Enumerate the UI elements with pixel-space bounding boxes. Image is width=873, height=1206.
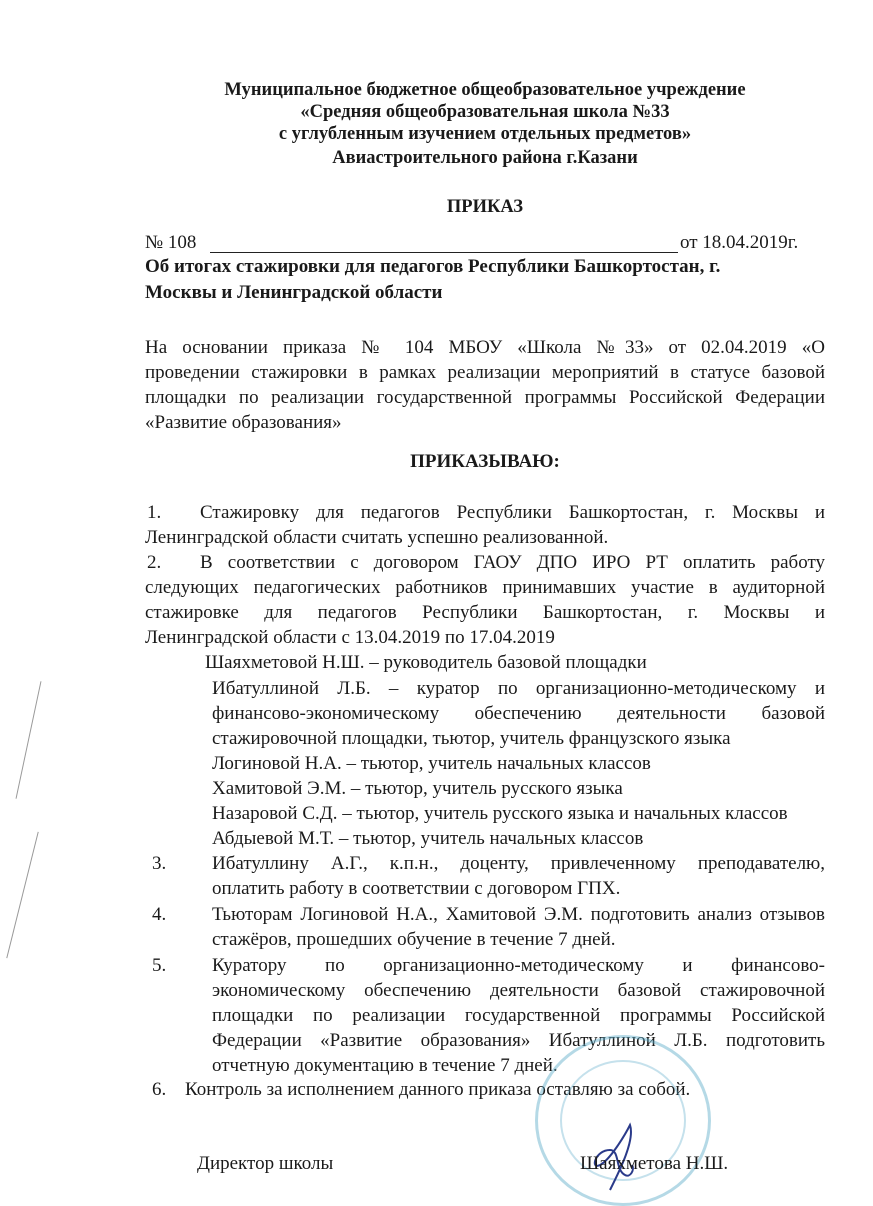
title-line-2: Москвы и Ленинградской области [145,282,443,303]
item-line: Ленинградской области считать успешно реализованной. [145,527,609,548]
item-number: 3. [152,853,167,874]
item-line: Тьюторам Логиновой Н.А., Хамитовой Э.М. подготовить анализ отзывов [212,904,825,925]
item-line: Контроль за исполнением данного приказа оставляю за собой. [185,1079,691,1100]
item-line: В соответствии с договором ГАОУ ДПО ИРО РТ оплатить работу [200,552,825,573]
item-number: 2. [147,552,162,573]
staff-item: Хамитовой Э.М. – тьютор, учитель русского языка [212,778,623,799]
staff-item: Шаяхметовой Н.Ш. – руководитель базовой площадки [205,652,647,673]
order-number: № 108 [145,232,197,253]
item-line: оплатить работу в соответствии с договором ГПХ. [212,878,621,899]
item-line: следующих педагогических работников принимавших участие в аудиторной [145,577,825,598]
order-heading: ПРИКАЗЫВАЮ: [410,451,560,472]
order-date: от 18.04.2019г. [680,232,799,253]
number-underline [210,252,678,253]
item-number: 1. [147,502,162,523]
org-line-4: Авиастроительного района г.Казани [332,148,638,168]
basis-line: На основании приказа № 104 МБОУ «Школа №33» от 02.04.2019 «О [145,337,825,358]
basis-line: «Развитие образования» [145,412,342,433]
staff-item: Абдыевой М.Т. – тьютор, учитель начальных классов [212,828,644,849]
item-number: 4. [152,904,167,925]
basis-line: площадки по реализации государственной программы Российской Федерации [145,387,825,408]
org-line-2: «Средняя общеобразовательная школа №33 [300,102,670,122]
staff-item: финансово-экономическому обеспечению деятельности базовой [212,703,825,724]
item-line: отчетную документацию в течение 7 дней. [212,1055,558,1076]
item-line: Ибатуллину А.Г., к.п.н., доценту, привлеченному преподавателю, [212,853,825,874]
signature-name: Шаяхметова Н.Ш. [580,1153,729,1174]
item-line: Ленинградской области с 13.04.2019 по 17.04.2019 [145,627,555,648]
signature-position: Директор школы [197,1153,334,1174]
scan-artifact [6,832,38,958]
item-line: Стажировку для педагогов Республики Башкортостан, г. Москвы и [200,502,825,523]
staff-item: Назаровой С.Д. – тьютор, учитель русского языка и начальных классов [212,803,788,824]
item-line: стажировке для педагогов Республики Башкортостан, г. Москвы и [145,602,825,623]
item-line: экономическому обеспечению деятельности базовой стажировочной [212,980,825,1001]
item-line: Федерации «Развитие образования» Ибатуллиной Л.Б. подготовить [212,1030,825,1051]
item-line: площадки по реализации государственной программы Российской [212,1005,825,1026]
scan-artifact [16,681,42,799]
org-line-3: с углубленным изучением отдельных предметов» [278,124,692,144]
basis-line: проведении стажировки в рамках реализации мероприятий в статусе базовой [145,362,825,383]
staff-item: Ибатуллиной Л.Б. – куратор по организационно-методическому и [212,678,825,699]
staff-item: стажировочной площадки, тьютор, учитель французского языка [212,728,731,749]
org-line-1: Муниципальное бюджетное общеобразовательное учреждение [224,80,746,100]
item-line: Куратору по организационно-методическому и финансово- [212,955,825,976]
item-number: 5. [152,955,167,976]
title-line-1: Об итогах стажировки для педагогов Республики Башкортостан, г. [145,256,721,277]
doc-type: ПРИКАЗ [446,197,524,217]
item-line: стажёров, прошедших обучение в течение 7 дней. [212,929,616,950]
staff-item: Логиновой Н.А. – тьютор, учитель начальных классов [212,753,651,774]
item-number: 6. [152,1079,167,1100]
